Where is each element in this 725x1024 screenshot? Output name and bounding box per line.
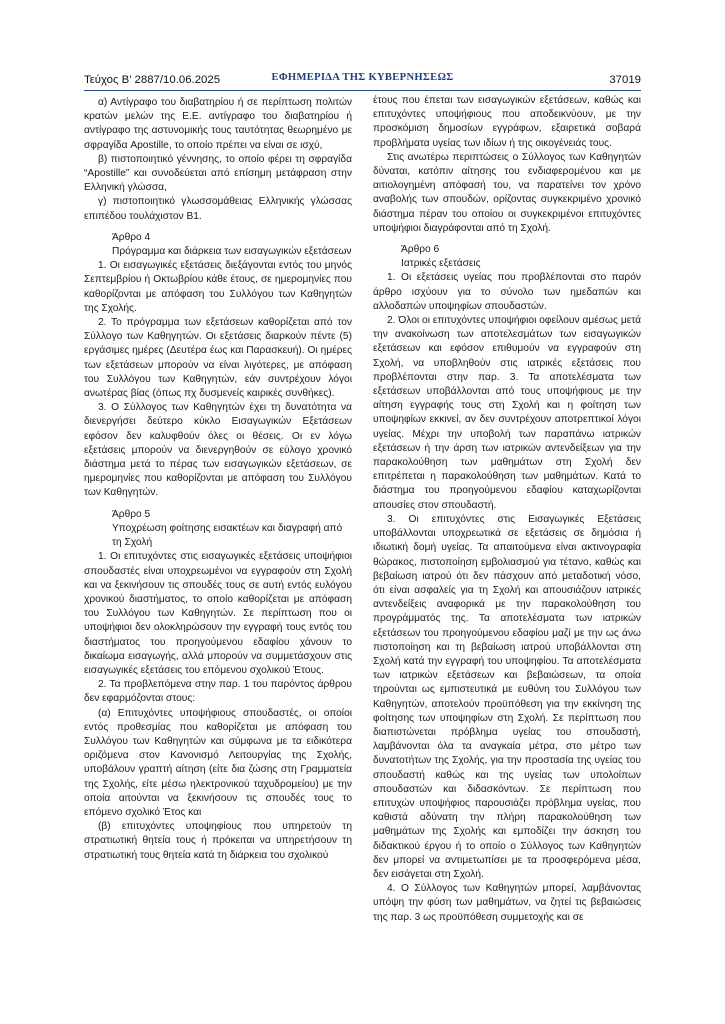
paragraph: 1. Οι εξετάσεις υγείας που προβλέπονται στο παρόν άρθρο ισχύουν για το σύνολο των ημεδαπών και αλλοδαπών υποψηφίων σπουδαστών. <box>373 272 641 312</box>
left-column <box>84 96 352 863</box>
header-rule <box>84 90 641 91</box>
article-subtitle: Υποχρέωση φοίτησης εισακτέων και διαγραφή από τη Σχολή <box>112 522 343 549</box>
paragraph: 2. Το πρόγραμμα των εξετάσεων καθορίζεται από τον Σύλλογο των Καθηγητών. Οι εξετάσεις διαρκούν πέντε (5) εργάσιμες ημέρες (Δευτέρα έως και Παρασκευή). Οι ημέρες των εξετάσεων μπορούν να είναι λιγότερες, με απόφαση του Συλλόγου των Καθηγητών, εάν συντρέχουν λόγοι ανωτέρας βίας (όπως πχ δυσμενείς καιρικές συνθήκες). <box>84 317 352 400</box>
paragraph: 3. Οι επιτυχόντες στις Εισαγωγικές Εξετάσεις υποβάλλονται υποχρεωτικά σε εξετάσεις σε δημόσια ή ιδιωτική δομή υγείας. Τα απαιτούμενα είναι ακτινογραφία θώρακος, πιστοποίηση εμβολιασμού για τέτανο, καθώς και βεβαίωση ιατρού ότι δεν πάσχουν από μεταδοτική νόσο, ότι είναι ασφαλείς για τη Σχολή και απουσιάζουν ιατρικές αντενδείξεις αναφορικά με την παρακολούθηση του προγράμματός της. Τα αποτελέσματα των ιατρικών εξετάσεων του προηγούμενου εδαφίου μαζί με την ως άνω πιστοποίηση και τη βεβαίωση ιατρού υποβάλλονται στη Σχολή κατά την εγγραφή του υποψηφίου. Τα αποτελέσματα των ιατρικών εξετάσεων και βεβαιώσεων, τα οποία τηρούνται ως εμπιστευτικά με ευθύνη του Συλλόγου των Καθηγητών, αποτελούν προϋπόθεση για την εκκίνηση της φοίτησης των υποψηφίων στη Σχολή. Σε περίπτωση που διαπιστώνεται πρόβλημα υγείας του σπουδαστή, λαμβάνονται όλα τα αναγκαία μέτρα, στο μέτρο των δυνατοτήτων της Σχολής, για την προστασία της υγείας του σπουδαστή καθώς και της υγείας των υπολοίπων σπουδαστών και διδασκόντων. Σε περίπτωση που επιτυχών υποψήφιος παρουσιάζει πρόβλημα υγείας, που καθιστά αδύνατη την πλήρη παρακολούθηση των μαθημάτων της Σχολής και εμποδίζει την άσκηση του διδακτικού έργου ή το οποίο ο Σύλλογος των Καθηγητών δεν μπορεί να αντιμετωπίσει με τα προσφερόμενα μέσα, δεν εισάγεται στη Σχολή. <box>373 513 641 880</box>
paragraph: α) Αντίγραφο του διαβατηρίου ή σε περίπτωση πολιτών κρατών μελών της Ε.Ε. αντίγραφο του διαβατηρίου ή αντίγραφο της αστυνομικής τους ταυτότητας θεωρημένο με σφραγίδα Apostille, το οποίο πρέπει να είναι σε ισχύ, <box>84 97 352 151</box>
article-4-heading <box>112 231 352 259</box>
article-title: Άρθρο 4 <box>112 231 151 243</box>
paragraph: 3. Ο Σύλλογος των Καθηγητών έχει τη δυνατότητα να διενεργήσει δεύτερο κύκλο Εισαγωγικών Εξετάσεων εφόσον δεν καλυφθούν όλες οι θέσεις. Οι εν λόγω εξετάσεις μπορούν να διενεργηθούν σε εύλογο χρονικό διάστημα μετά το πέρας των εισαγωγικών εξετάσεων, σε ημερομηνίες που καθορίζονται με απόφαση του Συλλόγου των Καθηγητών. <box>84 402 352 499</box>
paragraph: 2. Όλοι οι επιτυχόντες υποψήφιοι οφείλουν αμέσως μετά την ανακοίνωση των αποτελεσμάτων των εισαγωγικών εξετάσεων και εφόσον επιθυμούν να εγγραφούν στη Σχολή, να υποβληθούν στις ιατρικές εξετάσεις που προβλέπονται στην παρ. 3. Τα αποτελέσματα των εξετάσεων υποβάλλονται από τους υποψήφιους με την αίτηση εγγραφής τους στη Σχολή και η φοίτηση των υποψηφίων εκκινεί, αν δεν συντρέχουν αποτρεπτικοί λόγοι υγείας. Μέχρι την υποβολή των παραπάνω ιατρικών εξετάσεων ή την άρση των ιατρικών αντενδείξεων για την παρακολούθηση των μαθημάτων στη Σχολή δεν επιτρέπεται η παρακολούθηση των μαθημάτων. Κατά το διάστημα του προηγούμενου εδαφίου καταχωρίζονται απουσίες στον σπουδαστή. <box>373 315 641 511</box>
article-5-heading <box>112 508 352 551</box>
paragraph: β) πιστοποιητικό γέννησης, το οποίο φέρει τη σφραγίδα “Apostille” και συνοδεύεται από επίσημη μετάφραση στην Ελληνική γλώσσα, <box>84 153 352 194</box>
page-number: 37019 <box>609 74 641 86</box>
issue-number: Τεύχος Β’ 2887/10.06.2025 <box>84 74 221 86</box>
article-subtitle: Πρόγραμμα και διάρκεια των εισαγωγικών εξετάσεων <box>112 246 352 258</box>
article-6-heading <box>401 243 641 271</box>
paragraph: γ) πιστοποιητικό γλωσσομάθειας Ελληνικής γλώσσας επιπέδου τουλάχιστον Β1. <box>84 196 352 222</box>
paragraph: Στις ανωτέρω περιπτώσεις ο Σύλλογος των Καθηγητών δύναται, κατόπιν αίτησης του ενδιαφερομένου και με αιτιολογημένη απόφασή του, να παρατείνει τον χρόνο αναβολής των σπουδών, ορίζοντας συγκεκριμένο χρονικό διάστημα πέραν του οποίου οι συγκεκριμένοι επιτυχόντες υποψήφιοι διαγράφονται από τη Σχολή. <box>373 151 641 234</box>
article-subtitle: Ιατρικές εξετάσεις <box>401 258 481 270</box>
right-column <box>373 94 641 925</box>
paragraph: 1. Οι εισαγωγικές εξετάσεις διεξάγονται εντός του μηνός Σεπτεμβρίου ή Οκτωβρίου κάθε έτους, σε ημερομηνίες που καθορίζονται με απόφαση του Συλλόγου των Καθηγητών της Σχολής. <box>84 260 352 314</box>
page-header <box>84 72 641 90</box>
paragraph: έτους που έπεται των εισαγωγικών εξετάσεων, καθώς και επιτυχόντες υποψήφιους που αποδεικνύουν, με την προσκόμιση δημοσίων εγγράφων, εξαιρετικά σοβαρά προβλήματα υγείας των ιδίων ή της οικογένειάς τους. <box>373 95 641 149</box>
paragraph: 2. Τα προβλεπόμενα στην παρ. 1 του παρόντος άρθρου δεν εφαρμόζονται στους: <box>84 679 352 705</box>
article-title: Άρθρο 6 <box>401 244 440 256</box>
paragraph: 1. Οι επιτυχόντες στις εισαγωγικές εξετάσεις υποψήφιοι σπουδαστές είναι υποχρεωμένοι να εγγραφούν στη Σχολή και να ξεκινήσουν τις σπουδές τους σε αυτή εντός ευλόγου χρονικού διαστήματος, το οποίο καθορίζεται με απόφαση του Συλλόγου των Καθηγητών. Σε περίπτωση που οι υποψήφιοι δεν ολοκληρώσουν την εγγραφή τους εντός του διαστήματος του προηγούμενου εδαφίου χάνουν το δικαίωμα εισαγωγής, αλλά μπορούν να συμμετάσχουν στις εισαγωγικές εξετάσεις του επόμενου σχολικού Έτους. <box>84 551 352 676</box>
paragraph: (β) επιτυχόντες υποψηφίους που υπηρετούν τη στρατιωτική θητεία τους ή πρόκειται να υπηρετήσουν τη στρατιωτική τους θητεία κατά τη διάρκεια του σχολικού <box>84 821 352 861</box>
article-title: Άρθρο 5 <box>112 508 151 520</box>
gazette-title: ΕΦΗΜΕΡΙΔΑ ΤΗΣ ΚΥΒΕΡΝΗΣΕΩΣ <box>271 72 454 83</box>
paragraph: (α) Επιτυχόντες υποψήφιους σπουδαστές, οι οποίοι εντός προθεσμίας που καθορίζεται με απόφαση του Συλλόγου των Καθηγητών και σύμφωνα με τα ειδικότερα οριζόμενα στον Κανονισμό Λειτουργίας της Σχολής, υποβάλουν γραπτή αίτηση (είτε δια ζώσης στη Γραμματεία της Σχολής, είτε μέσω ηλεκτρονικού ταχυδρομείου) με την οποία αιτούνται να ξεκινήσουν τις σπουδές τους το επόμενο σχολικό Έτος και <box>84 707 352 818</box>
paragraph: 4. Ο Σύλλογος των Καθηγητών μπορεί, λαμβάνοντας υπόψη την φύση των μαθημάτων, να ζητεί τις βεβαιώσεις της παρ. 3 ως προϋπόθεση συμμετοχής και σε <box>373 883 641 923</box>
